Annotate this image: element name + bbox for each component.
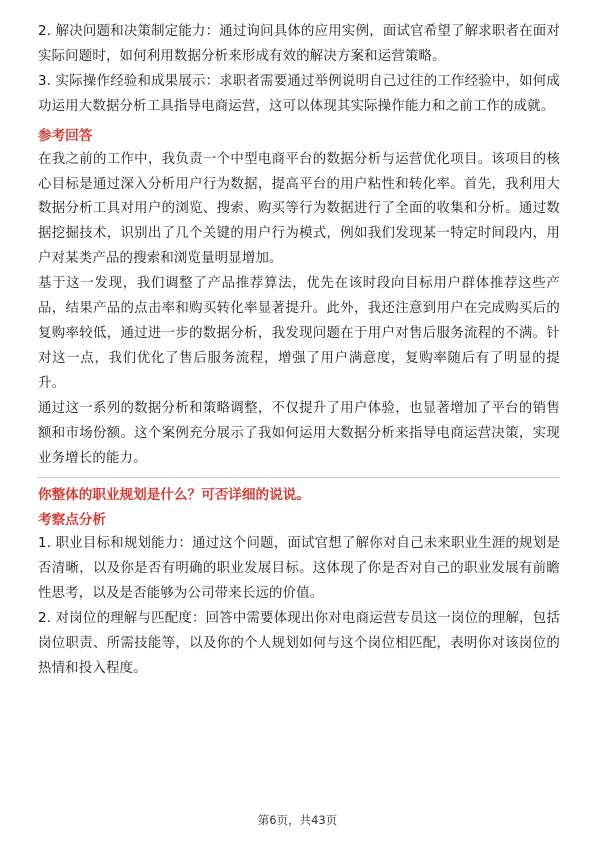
- section-divider: [38, 477, 560, 478]
- criteria-item-3: 3. 实际操作经验和成果展示：求职者需要通过举例说明自己过往的工作经验中，如何成功运用大数据分析工具指导电商运营，这可以体现其实际操作能力和之前工作的成就。: [38, 73, 560, 114]
- analysis-item-1: 1. 职业目标和规划能力：通过这个问题，面试官想了解你对自己未来职业生涯的规划是否清晰，以及你是否有明确的职业发展目标。这体现了你是否对自己的职业发展有前瞻性思考，以及是否能够为公司带来长远的价值。: [38, 536, 560, 602]
- answer-paragraph-1: 在我之前的工作中，我负责一个中型电商平台的数据分析与运营优化项目。该项目的核心目标是通过深入分析用户行为数据，提高平台的用户粘性和转化率。首先，我利用大数据分析工具对用户的浏览、搜索、购买等行为数据进行了全面的收集和分析。通过数据挖掘技术，识别出了几个关键的用户行为模式，例如我们发现某一特定时间段内，用户对某类产品的搜索和浏览量明显增加。: [38, 151, 560, 267]
- question-title: 你整体的职业规划是什么？可否详细的说说。: [38, 487, 310, 504]
- document-page: [38, 20, 560, 682]
- analysis-heading: 考察点分析: [38, 512, 106, 529]
- answer-paragraph-3: 通过这一系列的数据分析和策略调整，不仅提升了用户体验，也显著增加了平台的销售额和市场份额。这个案例充分展示了我如何运用大数据分析来指导电商运营决策，实现业务增长的能力。: [38, 400, 560, 466]
- page-number: 第6页，共43页: [257, 813, 338, 827]
- criteria-item-2: 2. 解决问题和决策制定能力：通过询问具体的应用实例，面试官希望了解求职者在面对实际问题时，如何利用数据分析来形成有效的解决方案和运营策略。: [38, 24, 560, 64]
- analysis-item-2: 2. 对岗位的理解与匹配度：回答中需要体现出你对电商运营专员这一岗位的理解，包括岗位职责、所需技能等，以及你的个人规划如何与这个岗位相匹配，表明你对该岗位的热情和投入程度。: [38, 611, 560, 676]
- answer-paragraph-2: 基于这一发现，我们调整了产品推荐算法，优先在该时段向目标用户群体推荐这些产品，结果产品的点击率和购买转化率显著提升。此外，我还注意到用户在完成购买后的复购率较低，通过进一步的数据分析，我发现问题在于用户对售后服务流程的不满。针对这一点，我们优化了售后服务流程，增强了用户满意度，复购率随后有了明显的提升。: [38, 276, 560, 391]
- reference-answer-heading: 参考回答: [38, 127, 93, 144]
